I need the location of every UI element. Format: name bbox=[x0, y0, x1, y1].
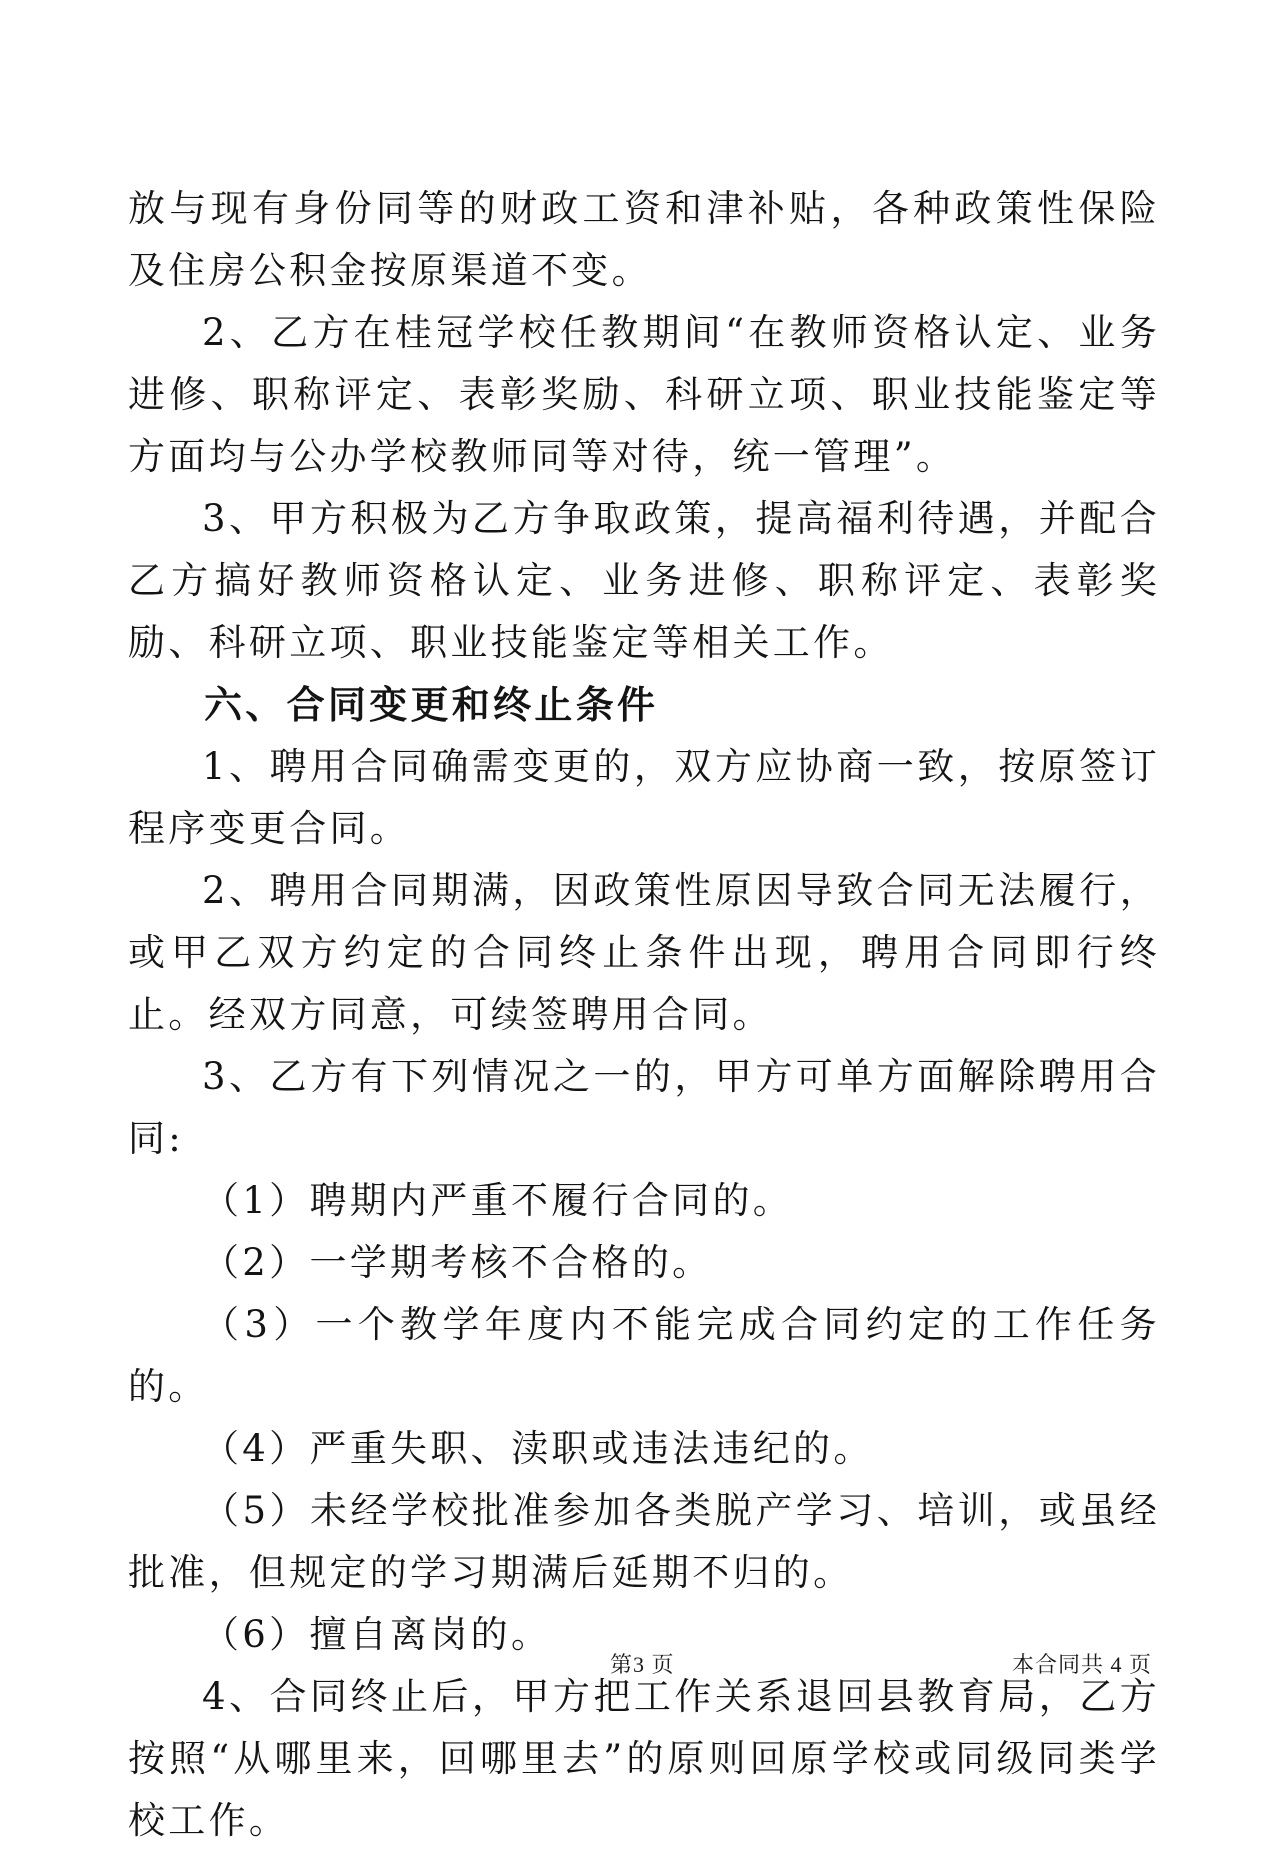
list-item-condition-5: （5）未经学校批准参加各类脱产学习、培训，或虽经批准，但规定的学习期满后延期不归的。 bbox=[128, 1489, 1160, 1594]
paragraph-salary-continuation: 放与现有身份同等的财政工资和津补贴，各种政策性保险及住房公积金按原渠道不变。 bbox=[128, 187, 1160, 292]
page-number: 第3 页 bbox=[610, 1652, 675, 1677]
paragraph-item-1-contract-change: 1、聘用合同确需变更的，双方应协商一致，按原签订程序变更合同。 bbox=[128, 745, 1160, 850]
total-pages: 本合同共 4 页 bbox=[1012, 1652, 1153, 1677]
paragraph-item-4-after-termination: 4、合同终止后，甲方把工作关系退回县教育局，乙方按照“从哪里来，回哪里去”的原则回原学校或同级同类学校工作。 bbox=[128, 1675, 1160, 1842]
paragraph-item-2-contract-expiry: 2、聘用合同期满，因政策性原因导致合同无法履行，或甲乙双方约定的合同终止条件出现，聘用合同即行终止。经双方同意，可续签聘用合同。 bbox=[128, 869, 1160, 1036]
paragraph-item-3-termination-conditions: 3、乙方有下列情况之一的，甲方可单方面解除聘用合同: bbox=[128, 1055, 1160, 1160]
paragraph-item-3-party-a-support: 3、甲方积极为乙方争取政策，提高福利待遇，并配合乙方搞好教师资格认定、业务进修、职称评定、表彰奖励、科研立项、职业技能鉴定等相关工作。 bbox=[128, 497, 1160, 664]
paragraph-item-2-equal-treatment: 2、乙方在桂冠学校任教期间“在教师资格认定、业务进修、职称评定、表彰奖励、科研立项、职业技能鉴定等方面均与公办学校教师同等对待，统一管理”。 bbox=[128, 311, 1160, 478]
list-item-condition-6: （6）擅自离岗的。 bbox=[202, 1613, 552, 1656]
list-item-condition-2: （2）一学期考核不合格的。 bbox=[202, 1241, 713, 1284]
list-item-condition-3: （3）一个教学年度内不能完成合同约定的工作任务的。 bbox=[128, 1303, 1160, 1408]
list-item-condition-4: （4）严重失职、渎职或违法违纪的。 bbox=[202, 1427, 874, 1470]
list-item-condition-1: （1）聘期内严重不履行合同的。 bbox=[202, 1179, 794, 1222]
document-body bbox=[128, 178, 1160, 1852]
section-heading-6: 六、合同变更和终止条件 bbox=[204, 682, 659, 727]
